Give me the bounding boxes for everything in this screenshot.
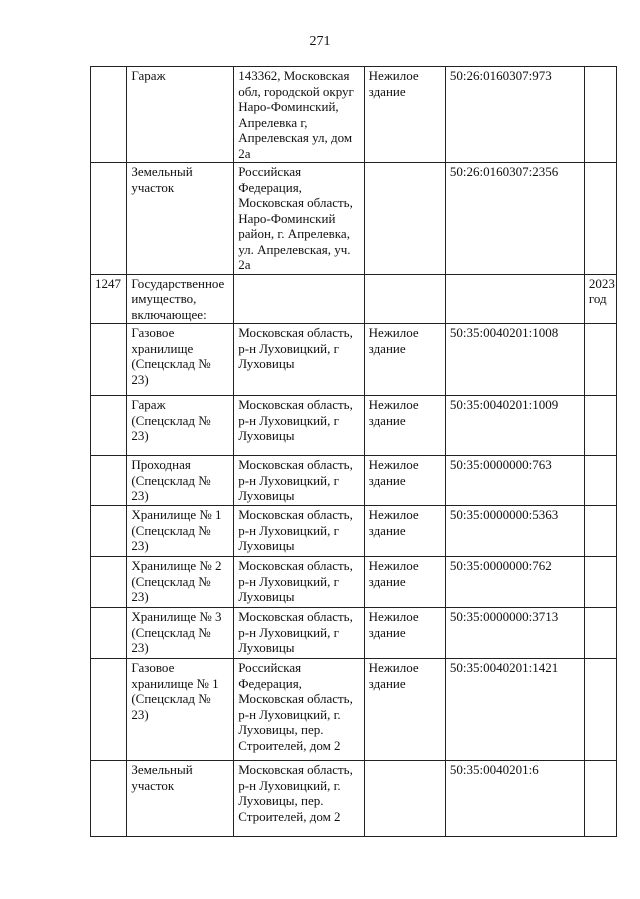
cell-number	[91, 608, 127, 659]
cell-year	[584, 396, 616, 456]
cell-name: Хранилище № 1 (Спецсклад № 23)	[127, 506, 234, 557]
cell-cadastral: 50:35:0000000:763	[445, 456, 584, 506]
cell-cadastral: 50:26:0160307:973	[445, 67, 584, 163]
cell-year	[584, 608, 616, 659]
cell-cadastral: 50:35:0040201:6	[445, 761, 584, 837]
cell-number	[91, 506, 127, 557]
cell-year	[584, 67, 616, 163]
cell-name: Хранилище № 2 (Спецсклад № 23)	[127, 557, 234, 608]
cell-type: Нежилое здание	[364, 396, 445, 456]
cell-number	[91, 761, 127, 837]
cell-number	[91, 67, 127, 163]
cell-type: Нежилое здание	[364, 324, 445, 396]
cell-number	[91, 324, 127, 396]
cell-address: Московская область, р-н Луховицкий, г Луховицы	[234, 324, 364, 396]
cell-year	[584, 506, 616, 557]
table-row	[91, 506, 617, 557]
property-table	[90, 66, 617, 837]
table-row	[91, 456, 617, 506]
cell-type	[364, 761, 445, 837]
cell-year	[584, 324, 616, 396]
table-row	[91, 67, 617, 163]
cell-year	[584, 761, 616, 837]
cell-number	[91, 396, 127, 456]
cell-name: Гараж (Спецсклад № 23)	[127, 396, 234, 456]
cell-type: Нежилое здание	[364, 659, 445, 761]
cell-cadastral: 50:35:0040201:1009	[445, 396, 584, 456]
cell-type: Нежилое здание	[364, 67, 445, 163]
cell-address: Московская область, р-н Луховицкий, г Луховицы	[234, 506, 364, 557]
cell-year	[584, 557, 616, 608]
cell-name: Газовое хранилище (Спецсклад № 23)	[127, 324, 234, 396]
cell-number	[91, 163, 127, 275]
cell-year	[584, 163, 616, 275]
cell-number	[91, 659, 127, 761]
table-row	[91, 274, 617, 324]
table-row	[91, 163, 617, 275]
cell-type	[364, 274, 445, 324]
cell-type: Нежилое здание	[364, 506, 445, 557]
cell-cadastral: 50:35:0000000:3713	[445, 608, 584, 659]
cell-address: Московская область, р-н Луховицкий, г Луховицы	[234, 396, 364, 456]
cell-address: Московская область, р-н Луховицкий, г Луховицы	[234, 557, 364, 608]
cell-name: Газовое хранилище № 1 (Спецсклад № 23)	[127, 659, 234, 761]
cell-number: 1247	[91, 274, 127, 324]
cell-cadastral: 50:26:0160307:2356	[445, 163, 584, 275]
table-row	[91, 324, 617, 396]
cell-cadastral: 50:35:0040201:1421	[445, 659, 584, 761]
cell-address: Российская Федерация, Московская область, р-н Луховицкий, г. Луховицы, пер. Строителей, дом 2	[234, 659, 364, 761]
cell-year	[584, 456, 616, 506]
cell-address: Московская область, р-н Луховицкий, г Луховицы	[234, 608, 364, 659]
cell-number	[91, 557, 127, 608]
cell-name: Хранилище № 3 (Спецсклад № 23)	[127, 608, 234, 659]
cell-address: Российская Федерация, Московская область, Наро-Фоминский район, г. Апрелевка, ул. Апрелевская, уч. 2а	[234, 163, 364, 275]
cell-name: Гараж	[127, 67, 234, 163]
table-row	[91, 761, 617, 837]
cell-name: Земельный участок	[127, 163, 234, 275]
cell-cadastral: 50:35:0000000:5363	[445, 506, 584, 557]
cell-name: Проходная (Спецсклад № 23)	[127, 456, 234, 506]
cell-address: 143362, Московская обл, городской округ Наро-Фоминский, Апрелевка г, Апрелевская ул, дом 2а	[234, 67, 364, 163]
cell-year: 2023 год	[584, 274, 616, 324]
cell-number	[91, 456, 127, 506]
cell-type: Нежилое здание	[364, 608, 445, 659]
cell-type: Нежилое здание	[364, 456, 445, 506]
table-row	[91, 608, 617, 659]
cell-address	[234, 274, 364, 324]
cell-name: Земельный участок	[127, 761, 234, 837]
cell-year	[584, 659, 616, 761]
page-number: 271	[309, 34, 331, 49]
table-row	[91, 557, 617, 608]
table-row	[91, 396, 617, 456]
cell-type: Нежилое здание	[364, 557, 445, 608]
cell-address: Московская область, р-н Луховицкий, г Луховицы	[234, 456, 364, 506]
cell-type	[364, 163, 445, 275]
cell-cadastral	[445, 274, 584, 324]
property-table-body	[91, 67, 617, 837]
cell-cadastral: 50:35:0040201:1008	[445, 324, 584, 396]
cell-address: Московская область, р-н Луховицкий, г. Луховицы, пер. Строителей, дом 2	[234, 761, 364, 837]
table-row	[91, 659, 617, 761]
cell-name: Государственное имущество, включающее:	[127, 274, 234, 324]
cell-cadastral: 50:35:0000000:762	[445, 557, 584, 608]
